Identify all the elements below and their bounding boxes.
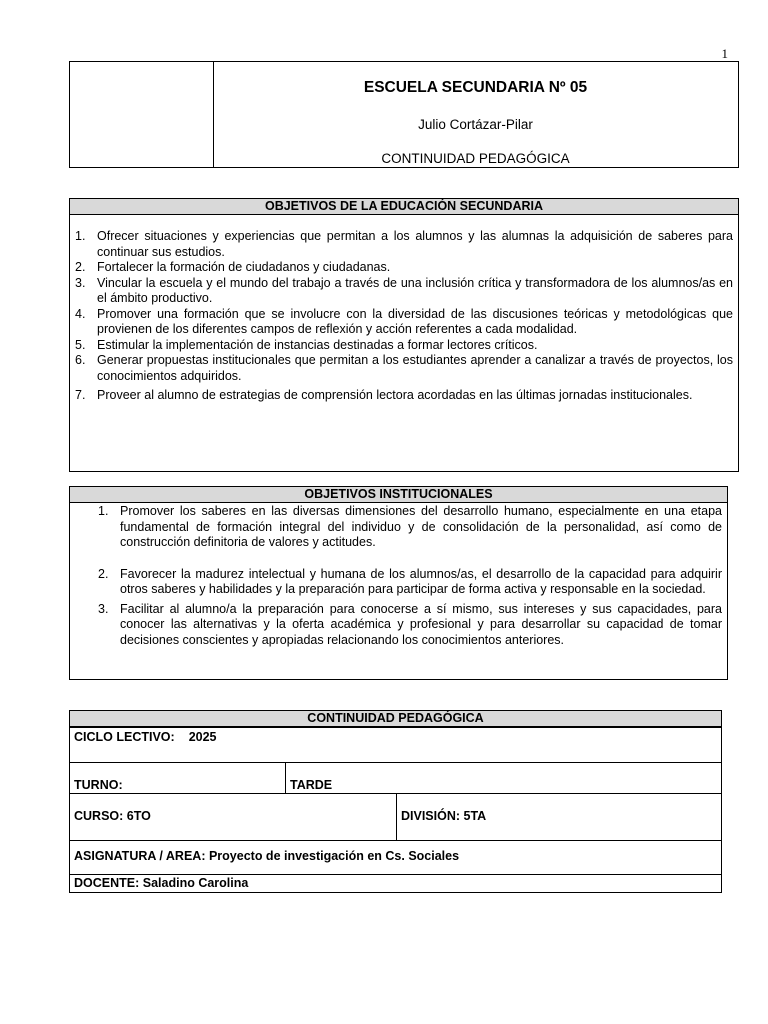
objetivos-institucionales-list — [70, 503, 727, 648]
page-number: 1 — [721, 46, 728, 61]
objetivos-institucionales-box — [69, 486, 728, 680]
turno-row — [70, 762, 721, 794]
list-item: 7. Proveer al alumno de estrategias de comprensión lectora acordadas en las últimas jornadas institucionales. — [75, 388, 693, 402]
objetivos-secundaria-list — [70, 215, 738, 404]
list-item: 3. Vincular la escuela y el mundo del trabajo a través de una inclusión crítica y transformadora de los alumnos/as en el ámbito productivo. — [75, 275, 733, 305]
list-item: 2. Favorecer la madurez intelectual y humana de los alumnos/as, el desarrollo de la capacidad para adquirir otros saberes y habilidades y la preparación para participar de forma activa y responsable en la sociedad. — [98, 566, 722, 596]
list-item: 1. Ofrecer situaciones y experiencias que permitan a los alumnos y las alumnas la adquisición de saberes para continuar sus estudios. — [75, 229, 733, 259]
list-item: 5. Estimular la implementación de instancias destinadas a formar lectores críticos. — [75, 337, 538, 352]
list-item: 1. Promover los saberes en las diversas dimensiones del desarrollo humano, especialmente en una etapa fundamental de formación integral del individuo y de consolidación de la personalidad, así como de construcción definitoria de valores y actitudes. — [98, 504, 722, 549]
curso-label: CURSO: 6TO — [74, 809, 151, 823]
ciclo-value: 2025 — [188, 730, 217, 744]
objetivos-institucionales-title: OBJETIVOS INSTITUCIONALES — [70, 487, 727, 503]
docente-row — [70, 874, 721, 892]
list-item: 4. Promover una formación que se involucre con la diversidad de las discusiones teóricas y metodológicas que provienen de los diferentes campos de reflexión y acción referentes a cada modalidad. — [75, 306, 733, 336]
ciclo-row — [70, 727, 721, 763]
section-name: CONTINUIDAD PEDAGÓGICA — [381, 151, 570, 166]
docente-value: Saladino Carolina — [142, 876, 249, 890]
school-subtitle: Julio Cortázar-Pilar — [418, 117, 533, 132]
continuidad-pedagogica-table — [69, 710, 722, 893]
list-item: 2. Fortalecer la formación de ciudadanos y ciudadanas. — [75, 260, 391, 274]
asignatura-label: ASIGNATURA / AREA: — [74, 849, 206, 863]
ciclo-label: CICLO LECTIVO: — [74, 730, 175, 744]
asignatura-value: Proyecto de investigación en Cs. Sociales — [208, 849, 460, 863]
logo-cell — [70, 62, 214, 167]
objetivos-secundaria-title: OBJETIVOS DE LA EDUCACIÓN SECUNDARIA — [70, 199, 738, 215]
document-header — [69, 61, 739, 168]
turno-label: TURNO: — [74, 778, 123, 792]
docente-label: DOCENTE: — [74, 876, 140, 890]
division-label: DIVISIÓN: 5TA — [396, 794, 721, 841]
objetivos-secundaria-box — [69, 198, 739, 472]
continuidad-title: CONTINUIDAD PEDAGÓGICA — [70, 711, 721, 727]
header-info-cell — [213, 62, 738, 167]
curso-row — [70, 793, 721, 841]
asignatura-row — [70, 840, 721, 875]
list-item: 6. Generar propuestas institucionales que permitan a los estudiantes aprender a canalizar a través de proyectos, los conocimientos adquiridos. — [75, 353, 733, 383]
turno-value: TARDE — [285, 763, 721, 794]
school-name: ESCUELA SECUNDARIA Nº 05 — [363, 79, 588, 96]
list-item: 3. Facilitar al alumno/a la preparación para conocerse a sí mismo, sus intereses y sus capacidades, para conocer las alternativas y la oferta académica y profesional y para desarrollar su capacidad de tomar decisiones conscientes y apropiadas relacionando los conocimientos anteriores. — [98, 601, 722, 647]
